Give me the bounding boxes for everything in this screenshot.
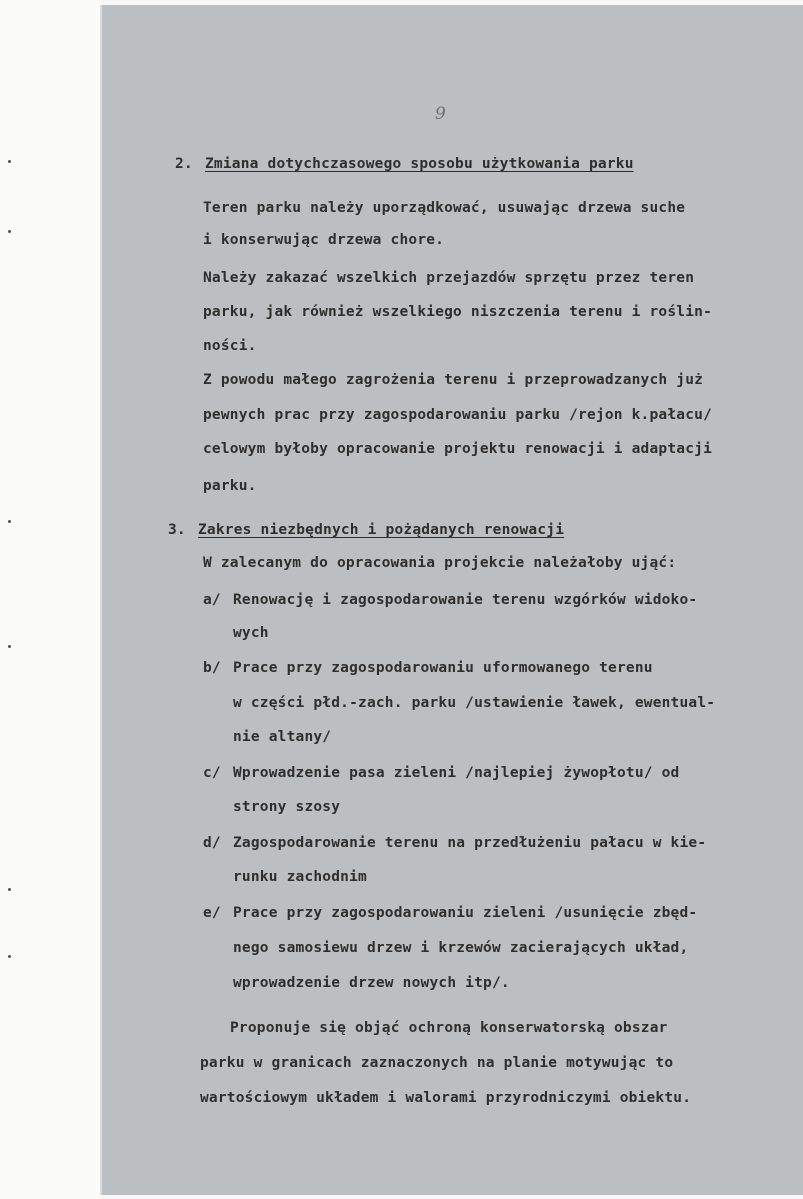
item-continuation: wych — [233, 625, 269, 641]
item-text: Prace przy zagospodarowaniu zieleni /usunięcie zbęd- — [233, 905, 698, 921]
paper-speck — [8, 520, 11, 523]
item-b — [203, 660, 653, 676]
text-line: parku. — [203, 478, 257, 494]
paper-speck — [8, 230, 11, 233]
item-e — [203, 905, 697, 921]
text-line: pewnych prac przy zagospodarowaniu parku /rejon k.pałacu/ — [203, 407, 712, 423]
item-text: Wprowadzenie pasa zieleni /najlepiej żywopłotu/ od — [233, 765, 680, 781]
text-line: Teren parku należy uporządkować, usuwając drzewa suche — [203, 200, 686, 216]
item-marker: b/ — [203, 660, 221, 676]
backing-sheet — [0, 0, 100, 1199]
item-continuation: nego samosiewu drzew i krzewów zacierających układ, — [233, 940, 689, 956]
text-line: Należy zakazać wszelkich przejazdów sprzętu przez teren — [203, 270, 695, 286]
text-line: celowym byłoby opracowanie projektu renowacji i adaptacji — [203, 441, 712, 457]
item-text: Prace przy zagospodarowaniu uformowanego terenu — [233, 660, 653, 676]
item-marker: d/ — [203, 835, 221, 851]
text-line: ności. — [203, 338, 257, 354]
page-number: 9 — [435, 104, 446, 124]
item-continuation: nie altany/ — [233, 729, 332, 745]
paper-speck — [8, 955, 11, 958]
item-d — [203, 835, 706, 851]
section3-intro: W zalecanym do opracowania projekcie należałoby ująć: — [203, 555, 677, 571]
section2-number: 2. — [175, 156, 193, 172]
section2-heading — [175, 156, 634, 172]
closing-line: Proponuje się objąć ochroną konserwatorską obszar — [230, 1020, 668, 1036]
section2-title: Zmiana dotychczasowego sposobu użytkowania parku — [205, 156, 634, 172]
item-marker: c/ — [203, 765, 221, 781]
item-a — [203, 592, 697, 608]
text-line: parku, jak również wszelkiego niszczenia terenu i roślin- — [203, 304, 712, 320]
item-text: Zagospodarowanie terenu na przedłużeniu pałacu w kie- — [233, 835, 707, 851]
text-line: i konserwując drzewa chore. — [203, 232, 445, 248]
item-marker: e/ — [203, 905, 221, 921]
paper-speck — [8, 645, 11, 648]
text-line: Z powodu małego zagrożenia terenu i przeprowadzanych już — [203, 372, 704, 388]
item-continuation: w części płd.-zach. parku /ustawienie ławek, ewentual- — [233, 695, 716, 711]
item-marker: a/ — [203, 592, 221, 608]
section3-number: 3. — [168, 522, 186, 538]
paper-speck — [8, 160, 11, 163]
closing-line: parku w granicach zaznaczonych na planie motywując to — [200, 1055, 674, 1071]
item-continuation: strony szosy — [233, 799, 341, 815]
item-c — [203, 765, 680, 781]
item-continuation: runku zachodnim — [233, 869, 367, 885]
closing-line: wartościowym układem i walorami przyrodniczymi obiektu. — [200, 1090, 692, 1106]
item-continuation: wprowadzenie drzew nowych itp/. — [233, 975, 510, 991]
paper-speck — [8, 888, 11, 891]
section3-heading — [168, 522, 564, 538]
item-text: Renowację i zagospodarowanie terenu wzgórków widoko- — [233, 592, 698, 608]
section3-title: Zakres niezbędnych i pożądanych renowacji — [198, 522, 565, 538]
